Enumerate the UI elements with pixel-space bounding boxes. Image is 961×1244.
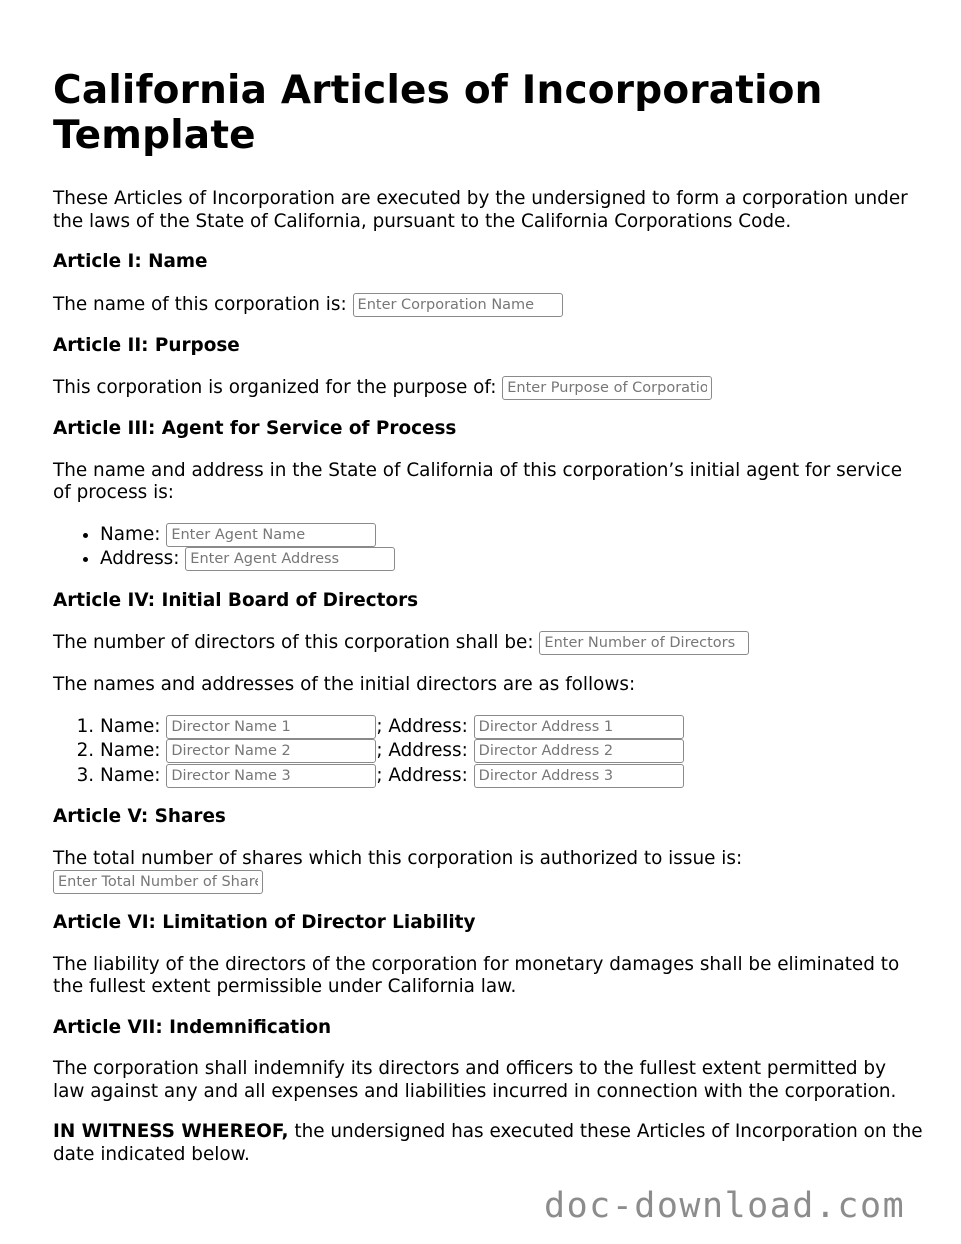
article-3-heading: Article III: Agent for Service of Process	[53, 418, 457, 439]
directors-list	[53, 715, 923, 789]
director-item-3	[100, 764, 923, 789]
director-name-input-3[interactable]	[166, 764, 376, 788]
article-2-label: This corporation is organized for the purpose of:	[53, 377, 497, 398]
article-7-heading: Article VII: Indemnification	[53, 1016, 332, 1038]
director-address-input-3[interactable]	[474, 764, 684, 788]
article-1-heading: Article I: Name	[53, 251, 208, 272]
director-item-1	[100, 715, 923, 740]
director-count-input[interactable]	[539, 631, 749, 655]
director-name-label: Name:	[100, 764, 161, 786]
agent-list	[53, 523, 923, 572]
article-4-heading: Article IV: Initial Board of Directors	[53, 589, 419, 611]
article-2-heading: Article II: Purpose	[53, 334, 240, 356]
article-5-heading: Article V: Shares	[53, 806, 226, 827]
article-5-label: The total number of shares which this corporation is authorized to issue is:	[53, 847, 743, 869]
article-4-label: The number of directors of this corporation shall be:	[53, 632, 534, 653]
agent-name-label: Name:	[100, 523, 161, 545]
intro-paragraph: These Articles of Incorporation are executed by the undersigned to form a corporation under the laws of the State of California, pursuant to the California Corporations Code.	[53, 188, 908, 232]
agent-address-label: Address:	[100, 548, 180, 569]
page-title: California Articles of Incorporation Template	[53, 68, 823, 158]
article-1-text	[53, 293, 923, 317]
agent-name-item	[100, 523, 923, 548]
watermark: doc-download.com	[544, 1186, 906, 1226]
article-4-text	[53, 631, 923, 655]
agent-address-item	[100, 547, 923, 572]
director-address-input-2[interactable]	[474, 739, 684, 763]
corporation-purpose-input[interactable]	[502, 376, 712, 400]
agent-name-input[interactable]	[166, 523, 376, 547]
director-name-label: Name:	[100, 740, 161, 761]
director-name-input-1[interactable]	[166, 715, 376, 739]
corporation-name-input[interactable]	[353, 293, 563, 317]
witness-paragraph	[53, 1121, 923, 1166]
director-address-label: ; Address:	[376, 715, 468, 737]
directors-list-intro: The names and addresses of the initial directors are as follows:	[53, 674, 636, 695]
article-7-text: The corporation shall indemnify its directors and officers to the fullest extent permitted by law against any and all expenses and liabilities incurred in connection with the corporation.	[53, 1058, 897, 1102]
article-2-text	[53, 376, 923, 400]
article-3-text: The name and address in the State of California of this corporation’s initial agent for service of process is:	[53, 459, 903, 503]
article-6-heading: Article VI: Limitation of Director Liability	[53, 912, 476, 933]
director-address-label: ; Address:	[376, 740, 468, 761]
document-page	[53, 0, 923, 1166]
director-name-input-2[interactable]	[166, 739, 376, 763]
article-5-text	[53, 848, 923, 895]
agent-address-input[interactable]	[185, 547, 395, 571]
director-address-input-1[interactable]	[474, 715, 684, 739]
article-1-label: The name of this corporation is:	[53, 293, 347, 315]
director-address-label: ; Address:	[376, 764, 468, 786]
witness-bold: IN WITNESS WHEREOF,	[53, 1121, 289, 1142]
director-name-label: Name:	[100, 715, 161, 737]
article-6-text: The liability of the directors of the corporation for monetary damages shall be eliminated to the fullest extent permissible under California law.	[53, 953, 900, 997]
witness-text: the undersigned has executed these Articles of Incorporation on the date indicated below.	[53, 1121, 923, 1165]
total-shares-input[interactable]	[53, 870, 263, 894]
director-item-2	[100, 739, 923, 764]
